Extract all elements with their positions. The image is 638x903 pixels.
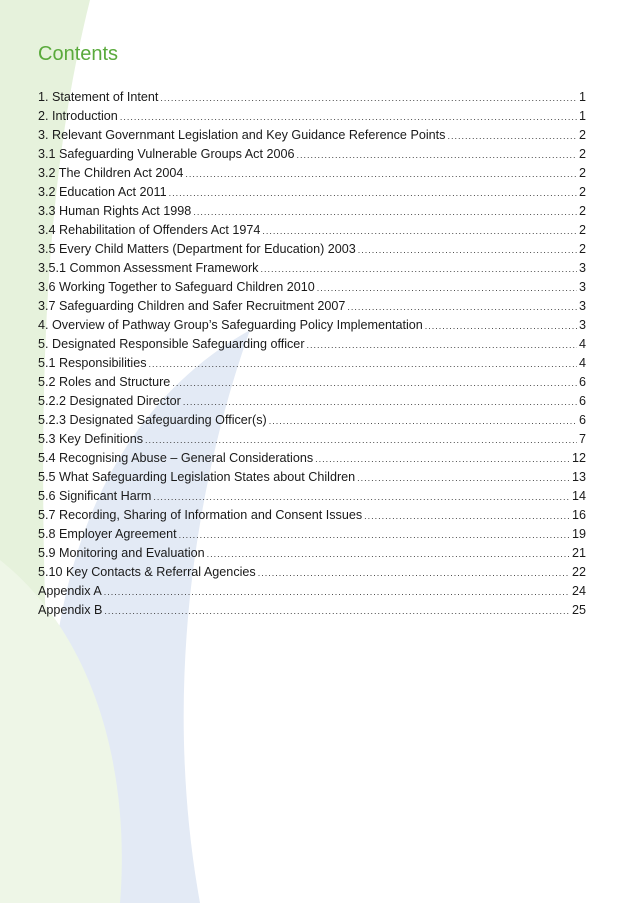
toc-dot-leader: [145, 431, 577, 450]
toc-entry-page-number: 22: [571, 565, 586, 579]
toc-entry[interactable]: [38, 107, 586, 126]
toc-entry-page-number: 2: [578, 185, 586, 199]
toc-dot-leader: [104, 602, 570, 621]
toc-entry-page-number: 4: [578, 337, 586, 351]
toc-entry-page-number: 3: [578, 318, 586, 332]
toc-entry-label: 5.8 Employer Agreement: [38, 527, 177, 541]
toc-entry-label: 3.2 The Children Act 2004: [38, 166, 184, 180]
toc-entry[interactable]: [38, 582, 586, 601]
toc-entry-label: 5.9 Monitoring and Evaluation: [38, 546, 205, 560]
toc-entry-label: 3.5 Every Child Matters (Department for Education) 2003: [38, 242, 356, 256]
toc-entry-label: 5.1 Responsibilities: [38, 356, 147, 370]
toc-entry[interactable]: [38, 183, 586, 202]
toc-entry[interactable]: [38, 563, 586, 582]
page-title: Contents: [38, 43, 119, 65]
toc-entry-label: 3.4 Rehabilitation of Offenders Act 1974: [38, 223, 261, 237]
toc-entry-label: 5. Designated Responsible Safeguarding officer: [38, 337, 305, 351]
toc-entry[interactable]: [38, 506, 586, 525]
document-page: [38, 40, 586, 620]
toc-entry-page-number: 6: [578, 413, 586, 427]
toc-entry[interactable]: [38, 221, 586, 240]
toc-dot-leader: [183, 393, 577, 412]
toc-entry-label: 5.3 Key Definitions: [38, 432, 144, 446]
toc-entry[interactable]: [38, 373, 586, 392]
toc-entry-label: 2. Introduction: [38, 109, 118, 123]
toc-entry-page-number: 3: [578, 261, 586, 275]
toc-entry[interactable]: [38, 487, 586, 506]
toc-entry-label: Appendix B: [38, 603, 103, 617]
toc-entry[interactable]: [38, 240, 586, 259]
toc-entry[interactable]: [38, 411, 586, 430]
toc-entry-label: 5.2.2 Designated Director: [38, 394, 181, 408]
table-of-contents: [38, 88, 586, 620]
toc-entry-page-number: 6: [578, 394, 586, 408]
toc-dot-leader: [104, 583, 570, 602]
toc-dot-leader: [364, 507, 570, 526]
toc-dot-leader: [153, 488, 570, 507]
toc-dot-leader: [185, 165, 577, 184]
toc-entry-page-number: 3: [578, 299, 586, 313]
toc-entry-page-number: 1: [578, 109, 586, 123]
toc-entry-label: 5.6 Significant Harm: [38, 489, 152, 503]
toc-entry-page-number: 4: [578, 356, 586, 370]
toc-entry[interactable]: [38, 126, 586, 145]
toc-entry-page-number: 7: [578, 432, 586, 446]
toc-dot-leader: [297, 146, 577, 165]
toc-dot-leader: [207, 545, 570, 564]
toc-entry-label: 3.5.1 Common Assessment Framework: [38, 261, 259, 275]
toc-entry[interactable]: [38, 468, 586, 487]
toc-entry[interactable]: [38, 354, 586, 373]
toc-entry-label: 5.7 Recording, Sharing of Information and Consent Issues: [38, 508, 363, 522]
toc-entry[interactable]: [38, 316, 586, 335]
toc-entry[interactable]: [38, 259, 586, 278]
toc-entry-label: 5.10 Key Contacts & Referral Agencies: [38, 565, 256, 579]
toc-entry[interactable]: [38, 392, 586, 411]
toc-entry-page-number: 2: [578, 223, 586, 237]
toc-entry-page-number: 13: [571, 470, 586, 484]
toc-entry[interactable]: [38, 544, 586, 563]
toc-entry[interactable]: [38, 202, 586, 221]
toc-dot-leader: [262, 222, 577, 241]
toc-entry-page-number: 21: [571, 546, 586, 560]
toc-entry-label: 3.1 Safeguarding Vulnerable Groups Act 2006: [38, 147, 295, 161]
toc-entry-page-number: 12: [571, 451, 586, 465]
toc-entry-page-number: 2: [578, 204, 586, 218]
toc-entry-page-number: 24: [571, 584, 586, 598]
toc-dot-leader: [193, 203, 577, 222]
toc-entry-label: 5.5 What Safeguarding Legislation States about Children: [38, 470, 356, 484]
toc-entry-label: 3.6 Working Together to Safeguard Children 2010: [38, 280, 315, 294]
toc-entry-page-number: 19: [571, 527, 586, 541]
toc-dot-leader: [317, 279, 577, 298]
toc-entry-page-number: 2: [578, 166, 586, 180]
toc-entry-label: 3.3 Human Rights Act 1998: [38, 204, 192, 218]
toc-entry-label: 1. Statement of Intent: [38, 90, 159, 104]
toc-dot-leader: [269, 412, 577, 431]
toc-dot-leader: [358, 241, 577, 260]
toc-dot-leader: [258, 564, 570, 583]
toc-dot-leader: [260, 260, 577, 279]
toc-entry[interactable]: [38, 145, 586, 164]
toc-entry-page-number: 2: [578, 242, 586, 256]
toc-dot-leader: [357, 469, 570, 488]
toc-entry-page-number: 3: [578, 280, 586, 294]
toc-entry-page-number: 16: [571, 508, 586, 522]
toc-dot-leader: [120, 108, 577, 127]
toc-dot-leader: [172, 374, 577, 393]
toc-entry-page-number: 1: [578, 90, 586, 104]
toc-entry-page-number: 2: [578, 128, 586, 142]
toc-entry[interactable]: [38, 335, 586, 354]
toc-dot-leader: [425, 317, 577, 336]
toc-entry-page-number: 6: [578, 375, 586, 389]
toc-dot-leader: [307, 336, 577, 355]
toc-entry-label: 3.7 Safeguarding Children and Safer Recruitment 2007: [38, 299, 346, 313]
toc-dot-leader: [179, 526, 570, 545]
toc-entry-label: Appendix A: [38, 584, 102, 598]
toc-entry-label: 3. Relevant Governmant Legislation and Key Guidance Reference Points: [38, 128, 446, 142]
toc-entry[interactable]: [38, 449, 586, 468]
toc-entry-page-number: 14: [571, 489, 586, 503]
toc-entry-page-number: 25: [571, 603, 586, 617]
toc-dot-leader: [315, 450, 570, 469]
toc-entry-label: 3.2 Education Act 2011: [38, 185, 167, 199]
toc-entry[interactable]: [38, 430, 586, 449]
toc-entry[interactable]: [38, 297, 586, 316]
toc-dot-leader: [447, 127, 577, 146]
toc-entry-label: 5.2.3 Designated Safeguarding Officer(s): [38, 413, 267, 427]
toc-entry-label: 4. Overview of Pathway Group’s Safeguarding Policy Implementation: [38, 318, 423, 332]
toc-dot-leader: [160, 89, 577, 108]
toc-entry[interactable]: [38, 601, 586, 620]
toc-entry[interactable]: [38, 278, 586, 297]
toc-entry[interactable]: [38, 525, 586, 544]
toc-entry-page-number: 2: [578, 147, 586, 161]
toc-entry[interactable]: [38, 88, 586, 107]
toc-entry[interactable]: [38, 164, 586, 183]
toc-dot-leader: [347, 298, 577, 317]
toc-dot-leader: [169, 184, 577, 203]
toc-entry-label: 5.2 Roles and Structure: [38, 375, 171, 389]
toc-entry-label: 5.4 Recognising Abuse – General Considerations: [38, 451, 314, 465]
toc-dot-leader: [149, 355, 577, 374]
